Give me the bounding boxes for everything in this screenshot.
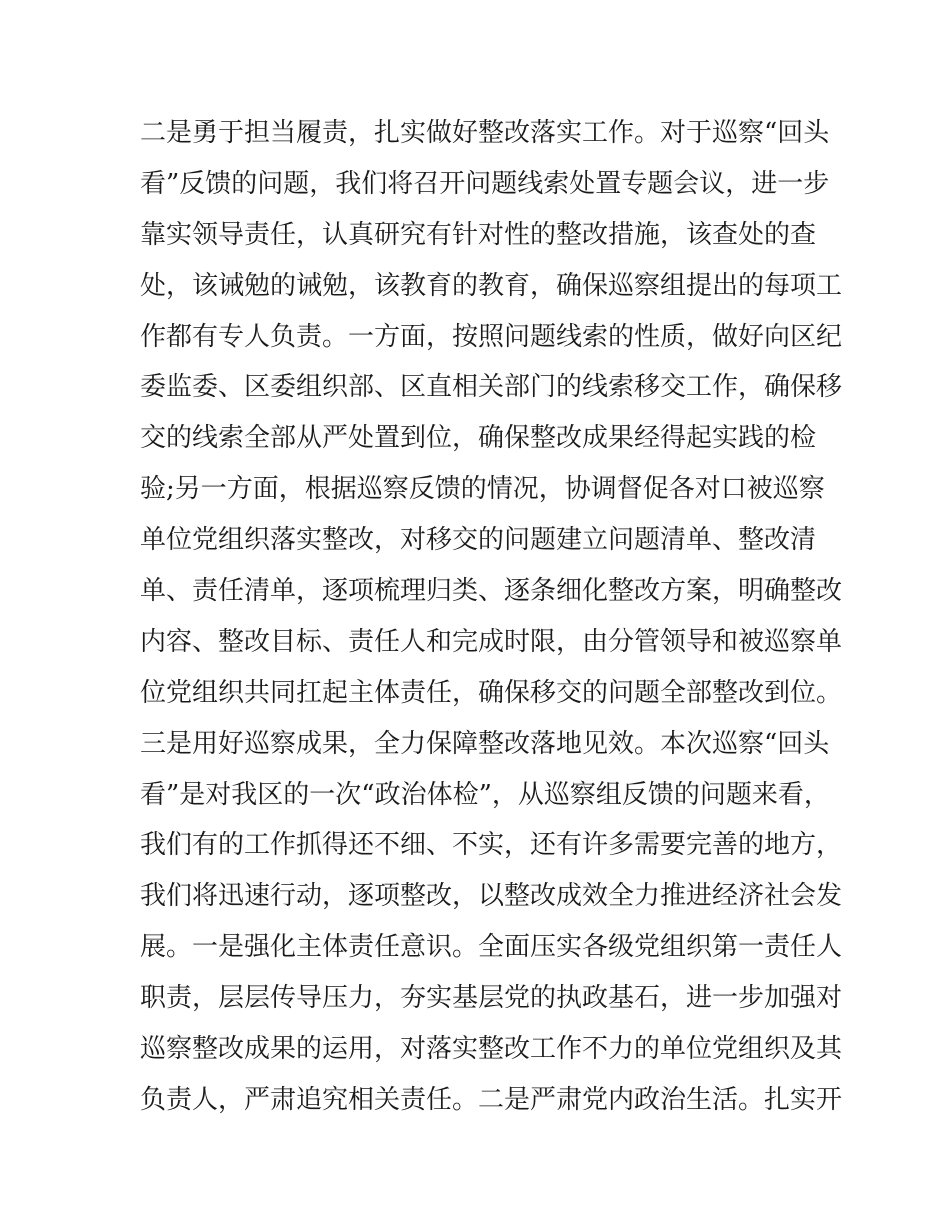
text-line: 展。一是强化主体责任意识。全面压实各级党组织第一责任人 (140, 932, 843, 963)
text-line: 职责，层层传导压力，夯实基层党的执政基石，进一步加强对 (140, 983, 843, 1014)
text-line: 看”是对我区的一次“政治体检”，从巡察组反馈的问题来看， (140, 779, 830, 810)
text-line: 位党组织共同扛起主体责任，确保移交的问题全部整改到位。 (140, 677, 843, 708)
text-line: 三是用好巡察成果，全力保障整改落地见效。本次巡察“回头 (140, 728, 830, 759)
text-line: 处，该诫勉的诫勉，该教育的教育，确保巡察组提出的每项工 (140, 270, 843, 301)
text-line: 单位党组织落实整改，对移交的问题建立问题清单、整改清 (140, 525, 817, 556)
text-line: 二是勇于担当履责，扎实做好整改落实工作。对于巡察“回头 (140, 118, 830, 148)
body-text (140, 108, 843, 1126)
text-line: 我们有的工作抓得还不细、不实，还有许多需要完善的地方， (140, 830, 843, 861)
text-line: 看”反馈的问题，我们将召开问题线索处置专题会议，进一步 (140, 168, 830, 199)
text-line: 巡察整改成果的运用，对落实整改工作不力的单位党组织及其 (140, 1034, 843, 1065)
text-line: 单、责任清单，逐项梳理归类、逐条细化整改方案，明确整改 (140, 576, 843, 607)
text-line: 委监委、区委组织部、区直相关部门的线索移交工作，确保移 (140, 372, 843, 403)
text-line: 内容、整改目标、责任人和完成时限，由分管领导和被巡察单 (140, 626, 843, 657)
text-line: 负责人，严肃追究相关责任。二是严肃党内政治生活。扎实开 (140, 1084, 843, 1115)
text-line: 交的线索全部从严处置到位，确保整改成果经得起实践的检 (140, 423, 817, 454)
text-line: 作都有专人负责。一方面，按照问题线索的性质，做好向区纪 (140, 321, 843, 352)
text-line: 靠实领导责任，认真研究有针对性的整改措施，该查处的查 (140, 219, 817, 250)
text-line: 我们将迅速行动，逐项整改，以整改成效全力推进经济社会发 (140, 881, 843, 912)
text-line: 验;另一方面，根据巡察反馈的情况，协调督促各对口被巡察 (140, 474, 825, 505)
